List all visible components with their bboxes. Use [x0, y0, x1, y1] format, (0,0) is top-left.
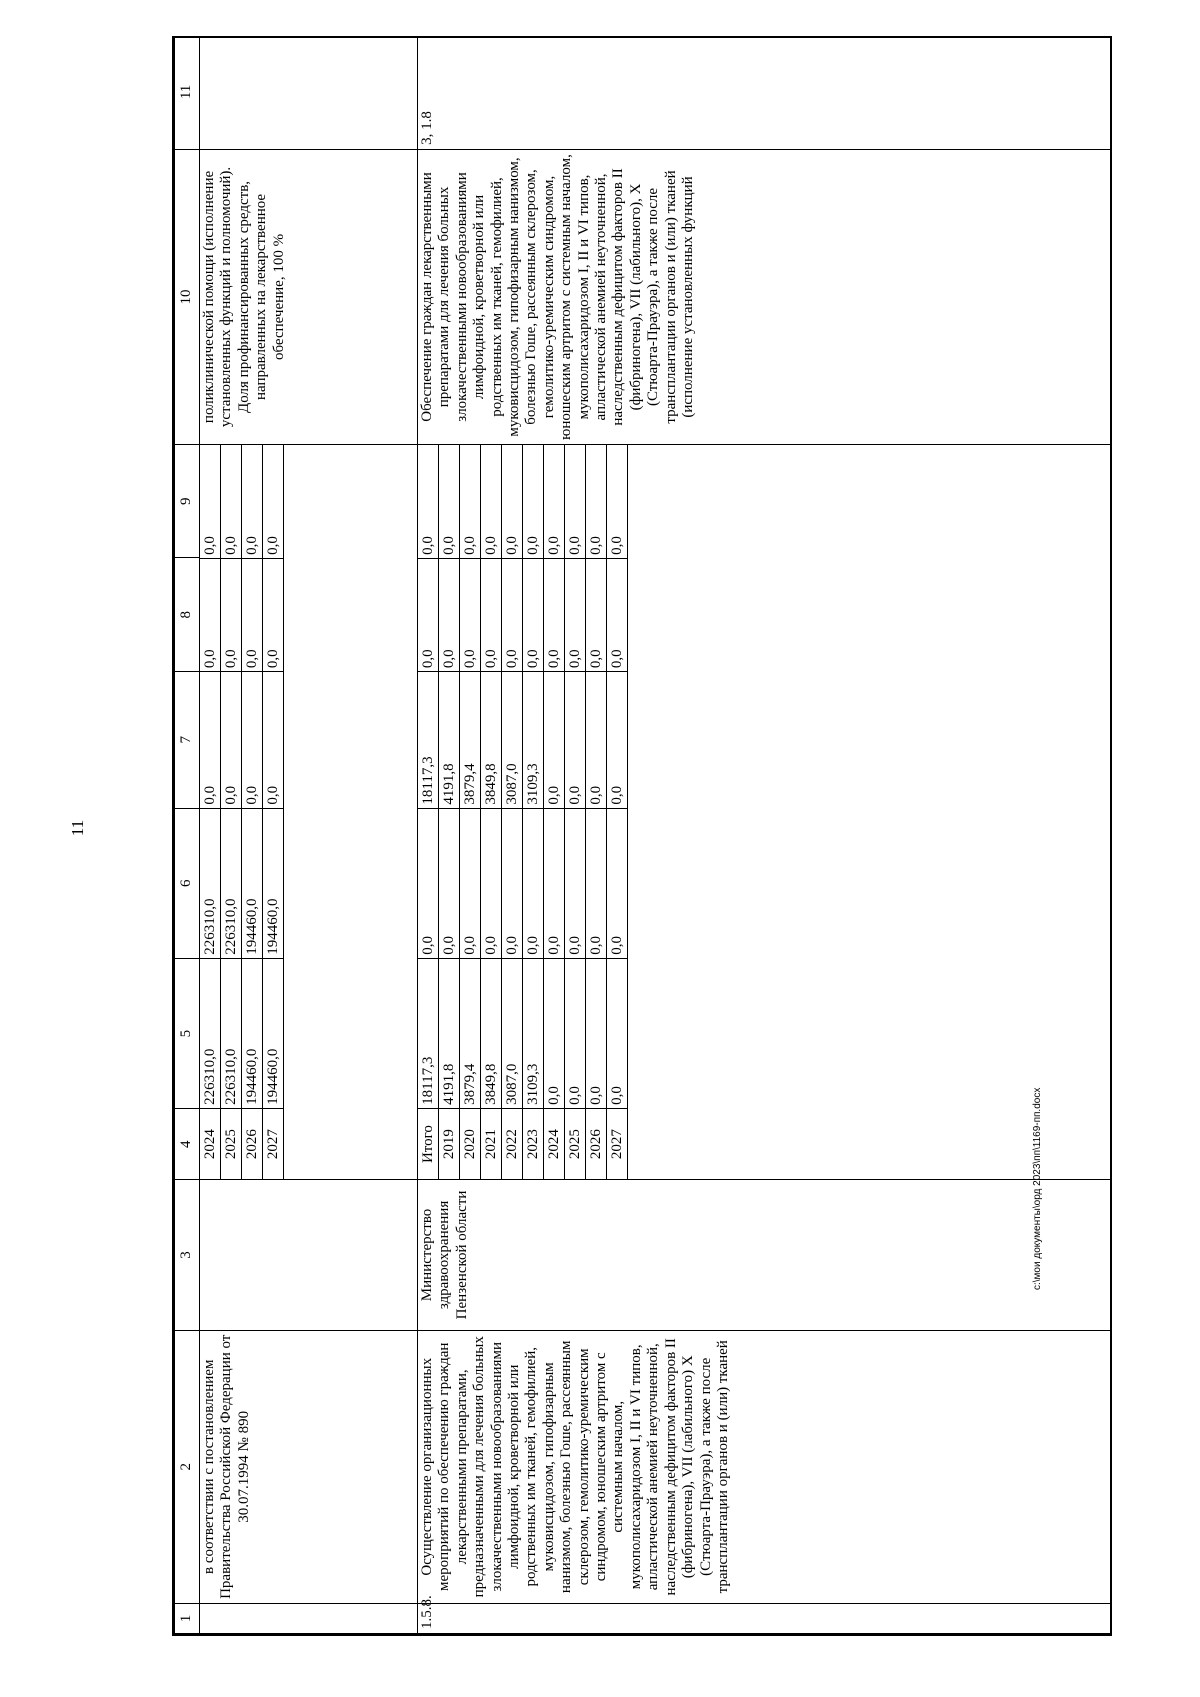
funding-year-row — [418, 445, 439, 1179]
regional-amount-cell: 4191,8 — [439, 672, 460, 808]
local-amount-cell: 0,0 — [460, 558, 481, 671]
total-amount-cell: 0,0 — [565, 958, 586, 1108]
funding-years-table — [200, 445, 284, 1179]
column-number-row — [175, 36, 200, 1634]
column-header-7: 7 — [175, 671, 200, 808]
funding-year-row — [565, 445, 586, 1179]
indicator-link-cell — [200, 36, 418, 149]
column-header-9: 9 — [175, 445, 200, 558]
total-amount-cell: 226310,0 — [221, 958, 242, 1108]
regional-amount-cell: 3087,0 — [502, 672, 523, 808]
federal-amount-cell: 0,0 — [523, 808, 544, 958]
year-cell: 2025 — [565, 1108, 586, 1179]
total-amount-cell: 3087,0 — [502, 958, 523, 1108]
funding-year-row — [263, 445, 284, 1179]
table-row — [418, 36, 1113, 1634]
column-header-11: 11 — [175, 36, 200, 149]
year-cell: 2022 — [502, 1108, 523, 1179]
federal-amount-cell: 0,0 — [565, 808, 586, 958]
local-amount-cell: 0,0 — [418, 558, 439, 671]
funding-year-row — [502, 445, 523, 1179]
year-cell: 2025 — [221, 1108, 242, 1179]
local-amount-cell: 0,0 — [200, 558, 221, 671]
regional-amount-cell: 3849,8 — [481, 672, 502, 808]
funding-year-row — [481, 445, 502, 1179]
column-header-2: 2 — [175, 1330, 200, 1603]
activity-description: в соответствии с постановлением Правительства Российской Федерации от 30.07.1994 № 890 — [200, 1330, 418, 1603]
funding-year-row — [523, 445, 544, 1179]
year-cell: Итого — [418, 1108, 439, 1179]
year-cell: 2024 — [200, 1108, 221, 1179]
funding-year-row — [544, 445, 565, 1179]
total-amount-cell: 3879,4 — [460, 958, 481, 1108]
regional-amount-cell: 0,0 — [200, 672, 221, 808]
local-amount-cell: 0,0 — [586, 558, 607, 671]
column-header-3: 3 — [175, 1180, 200, 1330]
federal-amount-cell: 194460,0 — [263, 808, 284, 958]
total-amount-cell: 0,0 — [544, 958, 565, 1108]
total-amount-cell: 3109,3 — [523, 958, 544, 1108]
year-cell: 2026 — [242, 1108, 263, 1179]
local-amount-cell: 0,0 — [439, 558, 460, 671]
other-amount-cell: 0,0 — [523, 445, 544, 558]
federal-amount-cell: 194460,0 — [242, 808, 263, 958]
page-number: 11 — [68, 819, 88, 837]
document-table-frame — [172, 36, 1112, 1636]
total-amount-cell: 3849,8 — [481, 958, 502, 1108]
regional-amount-cell: 0,0 — [607, 672, 628, 808]
column-header-4: 4 — [175, 1109, 200, 1180]
year-cell: 2020 — [460, 1108, 481, 1179]
other-amount-cell: 0,0 — [221, 445, 242, 558]
year-cell: 2021 — [481, 1108, 502, 1179]
year-cell: 2023 — [523, 1108, 544, 1179]
other-amount-cell: 0,0 — [481, 445, 502, 558]
local-amount-cell: 0,0 — [263, 558, 284, 671]
regional-amount-cell: 0,0 — [263, 672, 284, 808]
local-amount-cell: 0,0 — [523, 558, 544, 671]
regional-amount-cell: 0,0 — [242, 672, 263, 808]
local-amount-cell: 0,0 — [242, 558, 263, 671]
regional-amount-cell: 3109,3 — [523, 672, 544, 808]
federal-amount-cell: 0,0 — [502, 808, 523, 958]
total-amount-cell: 4191,8 — [439, 958, 460, 1108]
total-amount-cell: 194460,0 — [263, 958, 284, 1108]
federal-amount-cell: 0,0 — [586, 808, 607, 958]
federal-amount-cell: 0,0 — [439, 808, 460, 958]
other-amount-cell: 0,0 — [502, 445, 523, 558]
local-amount-cell: 0,0 — [607, 558, 628, 671]
other-amount-cell: 0,0 — [607, 445, 628, 558]
funding-year-row — [242, 445, 263, 1179]
activity-description: Осуществление организационных мероприятий по обеспечению граждан лекарственными препаратами, предназначенными для лечения больных злокачественными новообразованиями лимфоидной, кроветворной или родственных им тканей, гемофилией, муковисцидозом, гипофизарным нанизмом, болезнью Гоше, рассеянным склерозом, гемолитико-уремическим синдромом, юношеским артритом с системным началом, мукополисахаридозом I, II и VI типов, апластической анемией неуточненной, наследственным дефицитом факторов II (фибриногена), VII (лабильного) X (Стюарта-Прауэра), а также после трансплантации органов и (или) тканей — [418, 1330, 1113, 1603]
executor-cell: Министерство здравоохранения Пензенской области — [418, 1180, 1113, 1330]
other-amount-cell: 0,0 — [439, 445, 460, 558]
federal-amount-cell: 0,0 — [481, 808, 502, 958]
local-amount-cell: 0,0 — [481, 558, 502, 671]
other-amount-cell: 0,0 — [544, 445, 565, 558]
regional-amount-cell: 3879,4 — [460, 672, 481, 808]
local-amount-cell: 0,0 — [544, 558, 565, 671]
other-amount-cell: 0,0 — [565, 445, 586, 558]
federal-amount-cell: 0,0 — [460, 808, 481, 958]
funding-year-row — [460, 445, 481, 1179]
funding-year-row — [221, 445, 242, 1179]
row-number-cell — [200, 1603, 418, 1633]
federal-amount-cell: 226310,0 — [200, 808, 221, 958]
year-cell: 2019 — [439, 1108, 460, 1179]
other-amount-cell: 0,0 — [242, 445, 263, 558]
funding-years-cell — [418, 445, 1113, 1180]
funding-year-row — [607, 445, 628, 1179]
rotated-table-container — [174, 36, 1112, 1634]
expected-result-cell: Обеспечение граждан лекарственными препаратами для лечения больных злокачественными новообразованиями лимфоидной, кроветворной или родственных им тканей, гемофилией, муковисцидозом, гипофизарным нанизмом, болезнью Гоше, рассеянным склерозом, гемолитико-уремическим синдромом, юношеским артритом с системным началом, мукополисахаридозом I, II и VI типов, апластической анемией неуточненной, наследственным дефицитом факторов II (фибриногена), VII (лабильного), X (Стюарта-Прауэра), а также после трансплантации органов и (или) тканей (исполнение установленных функций — [418, 149, 1113, 444]
regional-amount-cell: 0,0 — [565, 672, 586, 808]
federal-amount-cell: 0,0 — [418, 808, 439, 958]
column-header-8: 8 — [175, 558, 200, 671]
other-amount-cell: 0,0 — [586, 445, 607, 558]
federal-amount-cell: 0,0 — [607, 808, 628, 958]
column-header-10: 10 — [175, 149, 200, 444]
expected-result-cell: поликлинической помощи (исполнение установленных функций и полномочий). Доля профинансированных средств, направленных на лекарственное обеспечение, 100 % — [200, 149, 418, 444]
total-amount-cell: 0,0 — [607, 958, 628, 1108]
row-number-cell: 1.5.8. — [418, 1603, 1113, 1633]
regional-amount-cell: 0,0 — [221, 672, 242, 808]
program-activities-table — [174, 36, 1112, 1634]
indicator-link-cell: 3, 1.8 — [418, 36, 1113, 149]
footer-file-path: c:\мои документы\орд 2023\пп\1169-пп.docx — [1032, 1087, 1043, 1290]
regional-amount-cell: 0,0 — [544, 672, 565, 808]
total-amount-cell: 194460,0 — [242, 958, 263, 1108]
year-cell: 2024 — [544, 1108, 565, 1179]
year-cell: 2027 — [607, 1108, 628, 1179]
year-cell: 2027 — [263, 1108, 284, 1179]
funding-year-row — [200, 445, 221, 1179]
total-amount-cell: 0,0 — [586, 958, 607, 1108]
year-cell: 2026 — [586, 1108, 607, 1179]
regional-amount-cell: 18117,3 — [418, 672, 439, 808]
federal-amount-cell: 0,0 — [544, 808, 565, 958]
table-row — [200, 36, 418, 1634]
column-header-6: 6 — [175, 808, 200, 958]
funding-years-table — [418, 445, 628, 1179]
local-amount-cell: 0,0 — [502, 558, 523, 671]
total-amount-cell: 226310,0 — [200, 958, 221, 1108]
other-amount-cell: 0,0 — [418, 445, 439, 558]
total-amount-cell: 18117,3 — [418, 958, 439, 1108]
column-header-1: 1 — [175, 1603, 200, 1633]
column-header-5: 5 — [175, 958, 200, 1108]
funding-year-row — [439, 445, 460, 1179]
federal-amount-cell: 226310,0 — [221, 808, 242, 958]
other-amount-cell: 0,0 — [460, 445, 481, 558]
regional-amount-cell: 0,0 — [586, 672, 607, 808]
other-amount-cell: 0,0 — [200, 445, 221, 558]
funding-year-row — [586, 445, 607, 1179]
other-amount-cell: 0,0 — [263, 445, 284, 558]
local-amount-cell: 0,0 — [565, 558, 586, 671]
funding-years-cell — [200, 445, 418, 1180]
executor-cell — [200, 1180, 418, 1330]
local-amount-cell: 0,0 — [221, 558, 242, 671]
